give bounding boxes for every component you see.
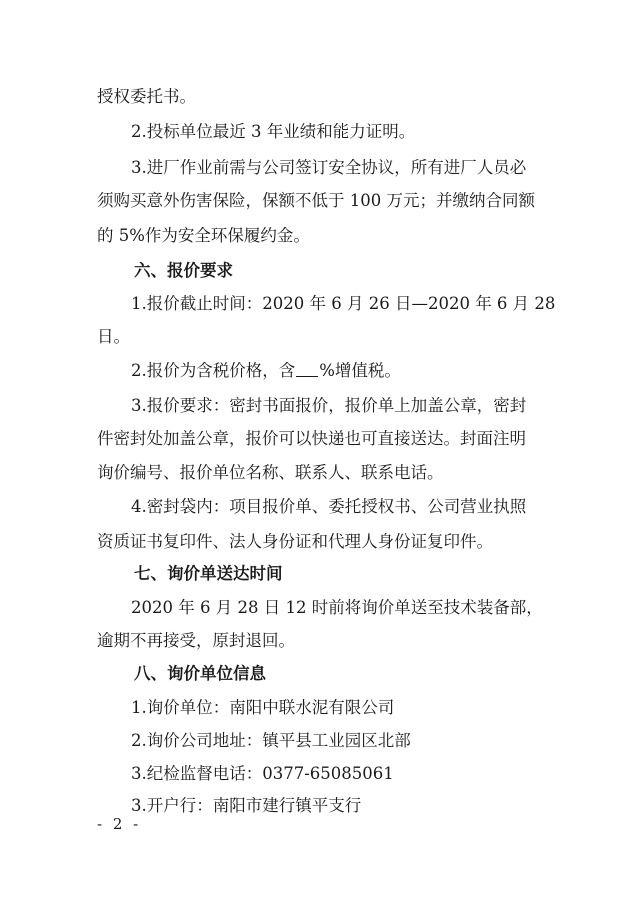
- text-span: %增值税。: [319, 361, 401, 380]
- text-span: 3.进厂作业前需与公司签订安全协议，所有进厂人员必: [131, 158, 527, 177]
- text-line: 3.报价要求：密封书面报价，报价单上加盖公章，密封: [131, 396, 527, 415]
- text-line: 逾期不再接受，原封退回。: [97, 631, 295, 650]
- blank-underline: [296, 360, 318, 377]
- section-heading: 七、询价单送达时间: [134, 564, 283, 583]
- page-number: - 2 -: [97, 815, 142, 833]
- text-line: 的 5%作为安全环保履约金。: [97, 226, 310, 245]
- text-line: 须购买意外伤害保险，保额不低于 100 万元；并缴纳合同额: [97, 191, 535, 210]
- text-span: 2.报价为含税价格，含: [131, 361, 296, 380]
- text-line: 4.密封袋内：项目报价单、委托授权书、公司营业执照: [131, 497, 527, 516]
- section-heading: 八、询价单位信息: [134, 664, 266, 683]
- text-line: 询价编号、报价单位名称、联系人、联系电话。: [97, 463, 444, 482]
- section-heading: 六、报价要求: [134, 261, 233, 280]
- text-line: [131, 157, 543, 179]
- text-line: 2.询价公司地址：镇平县工业园区北部: [131, 731, 411, 750]
- text-line: 资质证书复印件、法人身份证和代理人身份证复印件。: [97, 532, 493, 551]
- text-line: [131, 360, 551, 382]
- text-line: 2020 年 6 月 28 日 12 时前将询价单送至技术装备部，: [131, 598, 543, 617]
- text-line: 日。: [97, 327, 130, 346]
- text-line: 件密封处加盖公章，报价可以快递也可直接送达。封面注明: [97, 429, 526, 448]
- text-line: 2.投标单位最近 3 年业绩和能力证明。: [131, 122, 416, 141]
- text-line: 授权委托书。: [97, 87, 196, 106]
- text-line: 3.开户行：南阳市建行镇平支行: [131, 796, 362, 815]
- text-line: 3.纪检监督电话：0377-65085061: [131, 764, 394, 783]
- text-line: 1.询价单位：南阳中联水泥有限公司: [131, 698, 395, 717]
- text-line: 1.报价截止时间：2020 年 6 月 26 日—2020 年 6 月 28: [131, 294, 556, 313]
